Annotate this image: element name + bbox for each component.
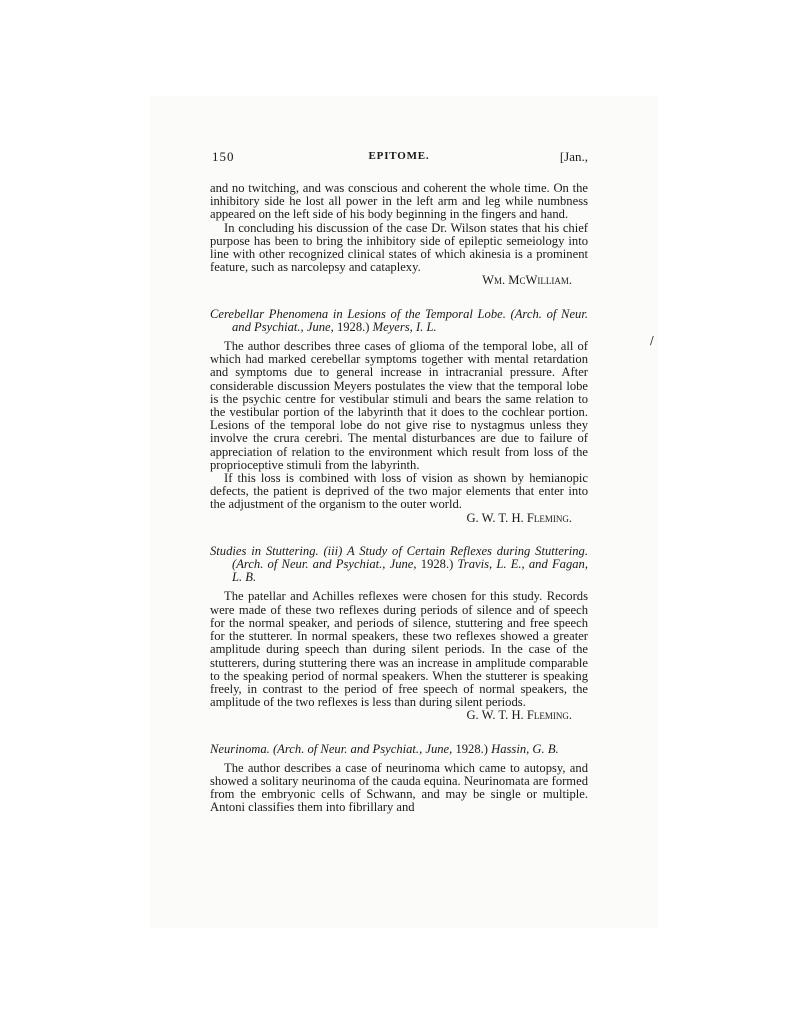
margin-mark: / (650, 334, 654, 347)
entry-title-text: Cerebellar Phenomena in Lesions of the Temporal Lobe. (210, 306, 506, 321)
continuation-paragraph-2: In concluding his discussion of the case Dr. Wilson states that his chief purpose has been to bring the inhibitory side of epileptic semeiology into line with other recognized clinical states of which akinesia is a prominent feature, such as narcolepsy and cataplexy. (210, 220, 588, 275)
abstract-paragraph: The author describes three cases of glioma of the temporal lobe, all of which had marked cerebellar symptoms together with mental retardation and symptoms due to general increase in intracranial pressure. After considerable discussion Meyers postulates the view that the temporal lobe is the psychic centre for vestibular stimuli and bears the same relation to the vestibular portion of the labyrinth that it does to the cochlear portion. Lesions of the temporal lobe do not give rise to nystagmus unless they involve the crura cerebri. The mental disturbances are due to failure of appreciation of relation to the environment which result from loss of the proprioceptive stimuli from the labyrinth. (210, 339, 588, 472)
entry-author: Hassin, G. B. (491, 741, 559, 756)
abstract-paragraph: The author describes a case of neurinoma which came to autopsy, and showed a solitary neurinoma of the cauda equina. Neurinomata are formed from the embryonic cells of Schwann, and may be single or multiple. Antoni classifies them into fibrillary and (210, 760, 588, 815)
entry-title-text: Studies in Stuttering. (210, 543, 319, 558)
abstract-paragraph: The patellar and Achilles reflexes were chosen for this study. Records were made of these two reflexes during periods of silence and of speech for the normal speaker, and periods of silence, stuttering and free speech for the stutterer. In normal speakers, these two reflexes showed a greater amplitude during speech than during silent periods. In the case of the stutterers, during stuttering there was an increase in amplitude comparable to the speaking period of normal speakers. When the stutterer is speaking freely, in contrast to the period of free speech of normal speakers, the amplitude of the two reflexes is less than during silent periods. (210, 589, 588, 710)
section-title: EPITOME. (368, 150, 430, 162)
signature-fleming: G. W. T. H. Fleming. (466, 708, 572, 723)
abstract-paragraph-2: If this loss is combined with loss of vision as shown by hemianopic defects, the patient is deprived of the two major elements that enter into the adjustment of the organism to the outer world. (210, 471, 588, 512)
entry-title-neurinoma (210, 743, 588, 756)
entry-subtitle: (iii) A Study of Certain Reflexes during Stuttering. (323, 543, 588, 558)
signature-mcwilliam: Wm. McWilliam. (482, 273, 572, 288)
entry-title-stuttering (210, 545, 588, 585)
entry-year: 1928.) (336, 319, 370, 334)
header-date: [Jan., (559, 149, 588, 164)
entry-title-cerebellar (210, 308, 588, 334)
entry-citation: (Arch. of Neur. and Psychiat., June, (232, 306, 588, 334)
entry-year: 1928.) (420, 557, 454, 572)
entry-author: Travis, L. E., and Fagan, L. B. (232, 557, 588, 585)
text-column (210, 150, 588, 815)
continuation-paragraph: and no twitching, and was conscious and coherent the whole time. On the inhibitory side he lost all power in the left arm and leg while numbness appeared on the left side of his body beginning in the fingers and hand. (210, 181, 588, 222)
entry-citation: (Arch. of Neur. and Psychiat., June, (232, 557, 417, 572)
running-header (210, 150, 588, 168)
entry-title-text: Neurinoma. (210, 741, 270, 756)
signature-fleming: G. W. T. H. Fleming. (466, 510, 572, 525)
entry-year: 1928.) (455, 741, 488, 756)
page-number: 150 (212, 149, 235, 164)
entry-author: Meyers, I. L. (372, 319, 437, 334)
entry-citation: (Arch. of Neur. and Psychiat., June, (272, 741, 453, 756)
